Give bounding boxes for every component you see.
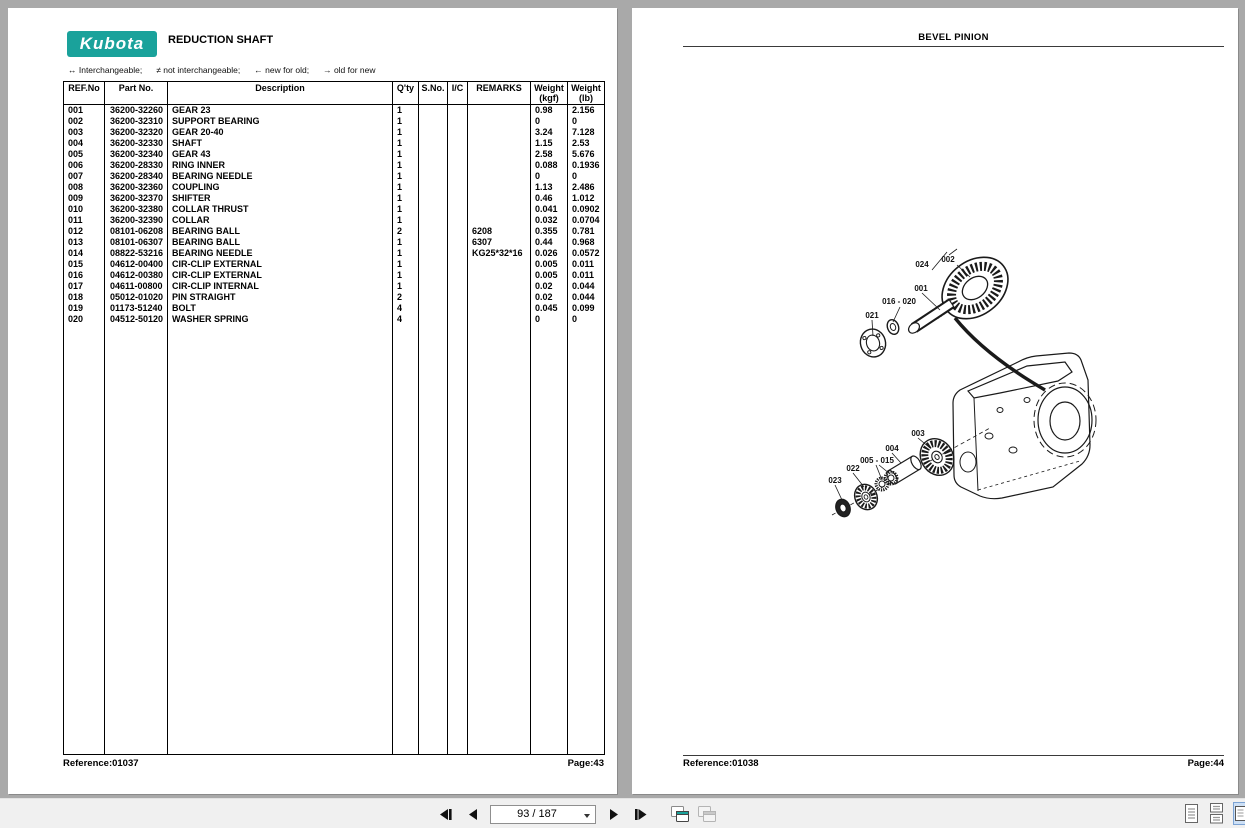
- cell-desc: GEAR 23: [168, 105, 393, 117]
- cell-lb: 0: [568, 116, 605, 127]
- cell-remarks: [468, 160, 531, 171]
- cell-part: 36200-32360: [105, 182, 168, 193]
- table-row: [64, 105, 605, 117]
- cell-sno: [419, 281, 448, 292]
- cell-ic: [448, 215, 468, 226]
- next-page-icon: [609, 808, 620, 821]
- cell-desc: CIR-CLIP EXTERNAL: [168, 270, 393, 281]
- cell-sno: [419, 138, 448, 149]
- cell-lb: 0.0572: [568, 248, 605, 259]
- cell-ref: 020: [64, 314, 105, 325]
- page-number: Page:44: [1187, 758, 1224, 769]
- page-indicator-combobox[interactable]: [490, 805, 596, 824]
- cell-ic: [448, 138, 468, 149]
- cell-desc: BEARING NEEDLE: [168, 248, 393, 259]
- page-footer-right: [683, 758, 1224, 769]
- cell-desc: GEAR 43: [168, 149, 393, 160]
- cell-remarks: [468, 171, 531, 182]
- diagram-labels: [828, 255, 955, 485]
- cell-part: 36200-32310: [105, 116, 168, 127]
- cell-desc: COLLAR THRUST: [168, 204, 393, 215]
- cell-desc: COUPLING: [168, 182, 393, 193]
- cell-ic: [448, 303, 468, 314]
- cell-kgf: 0.98: [531, 105, 568, 117]
- cell-ref: 004: [64, 138, 105, 149]
- cell-lb: 0: [568, 171, 605, 182]
- cell-desc: SHIFTER: [168, 193, 393, 204]
- cell-remarks: [468, 138, 531, 149]
- cell-qty: 1: [393, 171, 419, 182]
- cell-lb: 0.968: [568, 237, 605, 248]
- cell-qty: 1: [393, 105, 419, 117]
- cell-remarks: [468, 116, 531, 127]
- cell-ic: [448, 314, 468, 325]
- cell-qty: 2: [393, 226, 419, 237]
- cell-remarks: [468, 105, 531, 117]
- cell-remarks: [468, 215, 531, 226]
- col-header-refno: REF.No: [64, 82, 105, 105]
- cell-ic: [448, 149, 468, 160]
- legend-item: ↔ Interchangeable;: [68, 65, 143, 75]
- cell-kgf: 0.005: [531, 259, 568, 270]
- cell-kgf: 0.088: [531, 160, 568, 171]
- cell-desc: BEARING BALL: [168, 226, 393, 237]
- cell-desc: PIN STRAIGHT: [168, 292, 393, 303]
- diagram-label: 002: [941, 255, 955, 264]
- first-page-icon: [438, 808, 453, 821]
- cell-ref: 019: [64, 303, 105, 314]
- cell-sno: [419, 270, 448, 281]
- cell-lb: 1.012: [568, 193, 605, 204]
- col-header-weight-kgf: Weight (kgf): [531, 82, 568, 105]
- cell-part: 04612-00400: [105, 259, 168, 270]
- cell-qty: 1: [393, 204, 419, 215]
- cell-part: 36200-32320: [105, 127, 168, 138]
- cell-qty: 4: [393, 314, 419, 325]
- footer-rule: [683, 755, 1224, 756]
- cell-remarks: [468, 182, 531, 193]
- cell-ref: 007: [64, 171, 105, 182]
- cell-ic: [448, 259, 468, 270]
- page-footer-left: [63, 758, 604, 769]
- title-rule: [683, 46, 1224, 47]
- cell-sno: [419, 149, 448, 160]
- cell-lb: 0.781: [568, 226, 605, 237]
- legend-item: ← new for old;: [254, 65, 310, 75]
- cell-qty: 1: [393, 182, 419, 193]
- table-row: [64, 149, 605, 160]
- cell-kgf: 0.44: [531, 237, 568, 248]
- cell-ref: 002: [64, 116, 105, 127]
- cell-kgf: 0.045: [531, 303, 568, 314]
- cell-ref: 018: [64, 292, 105, 303]
- cell-qty: 1: [393, 237, 419, 248]
- table-row: [64, 226, 605, 237]
- col-header-description: Description: [168, 82, 393, 105]
- cell-remarks: [468, 127, 531, 138]
- col-header-partno: Part No.: [105, 82, 168, 105]
- cell-qty: 1: [393, 138, 419, 149]
- cell-part: 36200-28340: [105, 171, 168, 182]
- cell-kgf: 2.58: [531, 149, 568, 160]
- cell-ic: [448, 160, 468, 171]
- cell-kgf: 3.24: [531, 127, 568, 138]
- cell-part: 08101-06307: [105, 237, 168, 248]
- table-row: [64, 237, 605, 248]
- gear-housing-illustration: [953, 353, 1096, 499]
- cell-ref: 009: [64, 193, 105, 204]
- cell-lb: 2.156: [568, 105, 605, 117]
- kubota-logo: Kubota: [67, 31, 157, 57]
- cell-ref: 015: [64, 259, 105, 270]
- cell-sno: [419, 226, 448, 237]
- cell-ref: 005: [64, 149, 105, 160]
- cell-desc: GEAR 20-40: [168, 127, 393, 138]
- col-header-remarks: REMARKS: [468, 82, 531, 105]
- cell-part: 36200-32380: [105, 204, 168, 215]
- cell-part: 36200-32330: [105, 138, 168, 149]
- bottom-toolbar: [0, 798, 1245, 828]
- table-row: [64, 182, 605, 193]
- cell-kgf: 1.15: [531, 138, 568, 149]
- cell-ref: 017: [64, 281, 105, 292]
- cell-lb: 2.486: [568, 182, 605, 193]
- cell-kgf: 1.13: [531, 182, 568, 193]
- page-title-left: REDUCTION SHAFT: [168, 34, 274, 46]
- cell-part: 05012-01020: [105, 292, 168, 303]
- table-filler-row: [64, 325, 605, 755]
- cell-ref: 008: [64, 182, 105, 193]
- cell-sno: [419, 127, 448, 138]
- diagram-label: 021: [865, 311, 879, 320]
- cell-ic: [448, 248, 468, 259]
- cell-qty: 1: [393, 215, 419, 226]
- cell-qty: 1: [393, 270, 419, 281]
- single-page-view-button[interactable]: [1183, 803, 1200, 824]
- cell-kgf: 0: [531, 116, 568, 127]
- cell-ic: [448, 281, 468, 292]
- cell-remarks: [468, 193, 531, 204]
- diagram-label: 022: [846, 464, 860, 473]
- page-indicator-value: 93 / 187: [517, 808, 557, 820]
- single-page-icon: [1183, 803, 1200, 824]
- cell-lb: 2.53: [568, 138, 605, 149]
- page-number: Page:43: [567, 758, 604, 769]
- cell-ic: [448, 171, 468, 182]
- cell-qty: 1: [393, 127, 419, 138]
- reference-number: Reference:01037: [63, 758, 139, 769]
- page-title-right: BEVEL PINION: [918, 32, 989, 43]
- next-view-icon: [697, 805, 717, 823]
- cell-qty: 1: [393, 281, 419, 292]
- cell-ic: [448, 226, 468, 237]
- disc-023: [833, 497, 852, 519]
- cell-ic: [448, 292, 468, 303]
- cell-qty: 1: [393, 116, 419, 127]
- cell-kgf: 0.355: [531, 226, 568, 237]
- facing-pages-icon: [1235, 805, 1245, 822]
- cell-remarks: 6208: [468, 226, 531, 237]
- cell-lb: 0.099: [568, 303, 605, 314]
- cell-lb: 0.044: [568, 281, 605, 292]
- table-row: [64, 138, 605, 149]
- cell-ref: 003: [64, 127, 105, 138]
- facing-pages-view-button[interactable]: [1233, 802, 1245, 825]
- cell-lb: 0.1936: [568, 160, 605, 171]
- page-navigation: [436, 804, 717, 824]
- cell-sno: [419, 314, 448, 325]
- previous-view-button[interactable]: [669, 806, 690, 822]
- cell-remarks: [468, 149, 531, 160]
- previous-view-icon: [670, 805, 690, 823]
- table-row: [64, 281, 605, 292]
- cell-remarks: [468, 292, 531, 303]
- cell-sno: [419, 193, 448, 204]
- cell-sno: [419, 303, 448, 314]
- cell-ref: 010: [64, 204, 105, 215]
- cell-lb: 0.011: [568, 259, 605, 270]
- table-row: [64, 127, 605, 138]
- cell-desc: BOLT: [168, 303, 393, 314]
- cell-desc: BEARING BALL: [168, 237, 393, 248]
- continuous-pages-icon: [1208, 803, 1225, 824]
- cell-part: 08101-06208: [105, 226, 168, 237]
- cell-lb: 0.011: [568, 270, 605, 281]
- cell-lb: 0.044: [568, 292, 605, 303]
- cell-desc: CIR-CLIP EXTERNAL: [168, 259, 393, 270]
- cell-sno: [419, 105, 448, 117]
- table-row: [64, 116, 605, 127]
- cell-part: 04611-00800: [105, 281, 168, 292]
- previous-page-icon: [467, 808, 478, 821]
- page-layout-buttons: [1183, 803, 1245, 825]
- table-header-row: [64, 82, 605, 105]
- cell-remarks: [468, 259, 531, 270]
- cell-remarks: [468, 314, 531, 325]
- cell-ic: [448, 182, 468, 193]
- cell-part: 36200-28330: [105, 160, 168, 171]
- interchangeability-legend: [68, 65, 376, 75]
- cell-ic: [448, 270, 468, 281]
- table-row: [64, 215, 605, 226]
- cell-sno: [419, 215, 448, 226]
- cell-sno: [419, 292, 448, 303]
- cell-kgf: 0.46: [531, 193, 568, 204]
- bevel-pinion-diagram: [822, 240, 1162, 540]
- cell-remarks: 6307: [468, 237, 531, 248]
- pinion-shaft-001: [907, 303, 952, 335]
- cell-sno: [419, 204, 448, 215]
- cell-ref: 014: [64, 248, 105, 259]
- diagram-label: 024: [915, 260, 929, 269]
- cell-lb: 0.0704: [568, 215, 605, 226]
- table-row: [64, 204, 605, 215]
- cell-qty: 4: [393, 303, 419, 314]
- cell-part: 01173-51240: [105, 303, 168, 314]
- diagram-label: 016 - 020: [882, 297, 916, 306]
- cell-lb: 0.0902: [568, 204, 605, 215]
- cell-desc: RING INNER: [168, 160, 393, 171]
- cell-lb: 5.676: [568, 149, 605, 160]
- col-header-qty: Q'ty: [393, 82, 419, 105]
- cell-qty: 1: [393, 248, 419, 259]
- parts-table: [63, 81, 605, 755]
- cell-desc: CIR-CLIP INTERNAL: [168, 281, 393, 292]
- cell-part: 36200-32370: [105, 193, 168, 204]
- cell-desc: SHAFT: [168, 138, 393, 149]
- col-header-ic: I/C: [448, 82, 468, 105]
- cell-sno: [419, 248, 448, 259]
- cell-kgf: 0.032: [531, 215, 568, 226]
- cell-ic: [448, 193, 468, 204]
- col-header-weight-lb: Weight (lb): [568, 82, 605, 105]
- cell-remarks: [468, 270, 531, 281]
- cell-part: 04512-50120: [105, 314, 168, 325]
- table-row: [64, 303, 605, 314]
- continuous-view-button[interactable]: [1208, 803, 1225, 824]
- view-history-buttons: [669, 806, 717, 822]
- cell-remarks: [468, 303, 531, 314]
- table-row: [64, 160, 605, 171]
- cell-ref: 016: [64, 270, 105, 281]
- table-row: [64, 292, 605, 303]
- table-row: [64, 259, 605, 270]
- cell-kgf: 0.02: [531, 292, 568, 303]
- cell-part: 04612-00380: [105, 270, 168, 281]
- cell-desc: COLLAR: [168, 215, 393, 226]
- cell-ref: 012: [64, 226, 105, 237]
- cell-desc: SUPPORT BEARING: [168, 116, 393, 127]
- cell-part: 08822-53216: [105, 248, 168, 259]
- cell-part: 36200-32340: [105, 149, 168, 160]
- table-row: [64, 171, 605, 182]
- next-page-button[interactable]: [605, 806, 623, 822]
- cell-sno: [419, 237, 448, 248]
- table-row: [64, 193, 605, 204]
- last-page-icon: [634, 808, 649, 821]
- cell-qty: 1: [393, 160, 419, 171]
- first-page-button[interactable]: [436, 806, 454, 822]
- cell-ref: 001: [64, 105, 105, 117]
- cell-ic: [448, 127, 468, 138]
- previous-page-button[interactable]: [463, 806, 481, 822]
- cell-sno: [419, 171, 448, 182]
- washer-016-020: [885, 318, 900, 336]
- leader-arc: [955, 318, 1045, 390]
- cell-sno: [419, 259, 448, 270]
- cell-part: 36200-32260: [105, 105, 168, 117]
- cell-ref: 006: [64, 160, 105, 171]
- cell-qty: 1: [393, 149, 419, 160]
- cell-remarks: [468, 204, 531, 215]
- cell-remarks: [468, 281, 531, 292]
- table-row: [64, 248, 605, 259]
- cell-kgf: 0: [531, 314, 568, 325]
- table-row: [64, 270, 605, 281]
- reference-number: Reference:01038: [683, 758, 759, 769]
- chevron-down-icon: [584, 814, 590, 818]
- diagram-label: 001: [914, 284, 928, 293]
- cell-qty: 1: [393, 193, 419, 204]
- next-view-button[interactable]: [696, 806, 717, 822]
- cell-sno: [419, 182, 448, 193]
- cell-kgf: 0.005: [531, 270, 568, 281]
- cell-ic: [448, 237, 468, 248]
- cell-lb: 0: [568, 314, 605, 325]
- cell-part: 36200-32390: [105, 215, 168, 226]
- cell-qty: 1: [393, 259, 419, 270]
- cell-ic: [448, 105, 468, 117]
- cell-kgf: 0.02: [531, 281, 568, 292]
- cell-kgf: 0: [531, 171, 568, 182]
- cell-ic: [448, 204, 468, 215]
- parts-table-body: [64, 105, 605, 755]
- legend-item: → old for new: [323, 65, 376, 75]
- legend-item: ≠ not interchangeable;: [156, 65, 241, 75]
- table-row: [64, 314, 605, 325]
- cell-qty: 2: [393, 292, 419, 303]
- page-right: [632, 8, 1238, 794]
- diagram-label: 005 - 015: [860, 456, 894, 465]
- cell-desc: WASHER SPRING: [168, 314, 393, 325]
- diagram-label: 004: [885, 444, 899, 453]
- cell-ref: 013: [64, 237, 105, 248]
- cell-lb: 7.128: [568, 127, 605, 138]
- cell-kgf: 0.041: [531, 204, 568, 215]
- col-header-sno: S.No.: [419, 82, 448, 105]
- cell-ref: 011: [64, 215, 105, 226]
- cell-remarks: KG25*32*16: [468, 248, 531, 259]
- diagram-label: 023: [828, 476, 842, 485]
- cell-ic: [448, 116, 468, 127]
- diagram-label: 003: [911, 429, 925, 438]
- page-left: [8, 8, 617, 794]
- cell-sno: [419, 116, 448, 127]
- cell-desc: BEARING NEEDLE: [168, 171, 393, 182]
- cell-sno: [419, 160, 448, 171]
- cell-kgf: 0.026: [531, 248, 568, 259]
- last-page-button[interactable]: [632, 806, 650, 822]
